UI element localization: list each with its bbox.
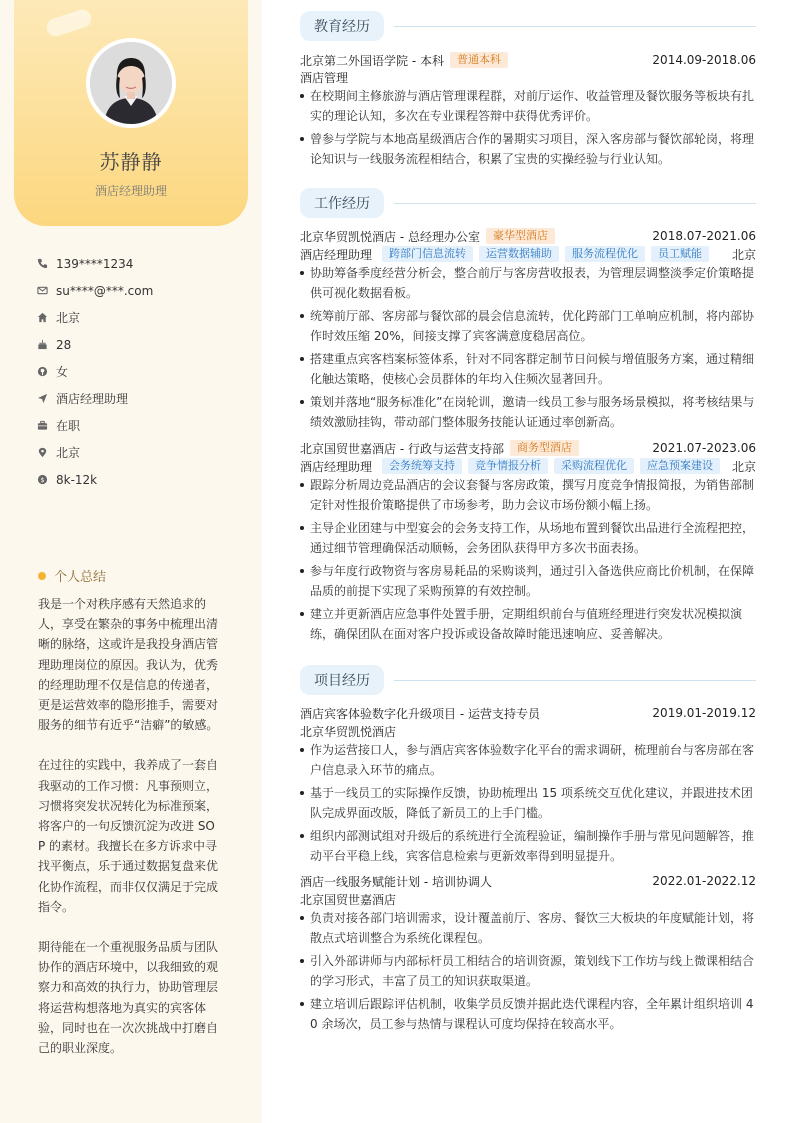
summary-paragraph: 期待能在一个重视服务品质与团队协作的酒店环境中，以我细致的观察力和高效的执行力，协助管理层将运营构想落地为真实的宾客体验，同时也在一次次挑战中打磨自己的职业深度。 <box>38 940 219 1056</box>
list-item: 引入外部讲师与内部标杆员工相结合的培训资源，策划线下工作坊与线上微课相结合的学习形式，丰富了员工的知识获取渠道。 <box>300 951 756 991</box>
job-position-row <box>300 457 756 475</box>
sidebar <box>0 0 262 1123</box>
job-position: 酒店经理助理 <box>300 459 373 474</box>
project-bullets <box>300 908 756 1037</box>
money-icon <box>36 474 48 486</box>
skill-tag: 会务统筹支持 <box>382 458 462 474</box>
section-title: 工作经历 <box>300 188 384 218</box>
decor-shape <box>44 7 93 38</box>
list-item: 基于一线员工的实际操作反馈，协助梳理出 15 项系统交互优化建议，并跟进技术团队完成界面改版，降低了新员工的上手门槛。 <box>300 783 756 823</box>
list-item: 主导企业团建与中型宴会的会务支持工作，从场地布置到餐饮出品进行全流程把控，通过细节管理确保活动顺畅，会务团队获得甲方多次书面表扬。 <box>300 518 756 558</box>
job-date: 2018.07-2021.06 <box>652 229 756 243</box>
contact-email: su****@***.com <box>36 277 246 304</box>
summary-paragraph: 在过往的实践中，我养成了一套自我驱动的工作习惯：凡事预则立，习惯将突发状况转化为标准预案，将客户的一句反馈沉淀为改进 SOP 的素材。我擅长在多方诉求中寻找平衡点，乐于通过数据复盘来优化协作流程，而非仅仅满足于完成指令。 <box>38 758 219 914</box>
hotel-type-tag: 豪华型酒店 <box>486 228 555 244</box>
list-item: 参与年度行政物资与客房易耗品的采购谈判，通过引入备选供应商比价机制，在保障品质的前提下实现了采购预算的有效控制。 <box>300 561 756 601</box>
job-header <box>300 227 756 245</box>
skill-tag: 竞争情报分析 <box>468 458 548 474</box>
project-name: 酒店宾客体验数字化升级项目 - 运营支持专员 <box>300 706 540 721</box>
gender-icon <box>36 366 48 378</box>
contact-gender: 女 <box>36 358 246 385</box>
bullet-dot-icon <box>38 572 46 580</box>
candidate-name: 苏静静 <box>99 150 163 174</box>
job-company: 北京国贸世嘉酒店 - 行政与运营支持部 <box>300 441 504 456</box>
project-org: 北京华贸凯悦酒店 <box>300 724 397 739</box>
job-bullets <box>300 475 756 647</box>
project-date: 2019.01-2019.12 <box>652 706 756 720</box>
job-position-row <box>300 245 756 263</box>
divider <box>394 26 756 27</box>
job-company: 北京华贸凯悦酒店 - 总经理办公室 <box>300 229 480 244</box>
candidate-role: 酒店经理助理 <box>94 184 167 198</box>
list-item: 在校期间主修旅游与酒店管理课程群，对前厅运作、收益管理及餐饮服务等板块有扎实的理论认知，多次在专业课程答辩中获得优秀评价。 <box>300 86 756 126</box>
list-item: 统筹前厅部、客房部与餐饮部的晨会信息流转，优化跨部门工单响应机制，将内部协作时效压缩 20%，间接支撑了宾客满意度稳居高位。 <box>300 306 756 346</box>
list-item: 负责对接各部门培训需求，设计覆盖前厅、客房、餐饮三大板块的年度赋能计划，将散点式培训整合为系统化课程包。 <box>300 908 756 948</box>
contact-age: 28 <box>36 331 246 358</box>
contact-hometown: 北京 <box>36 304 246 331</box>
phone-icon <box>36 258 48 270</box>
list-item: 协助筹备季度经营分析会，整合前厅与客房营收报表，为管理层调整淡季定价策略提供可视化数据看板。 <box>300 263 756 303</box>
education-major: 酒店管理 <box>300 70 349 85</box>
personal-summary <box>38 594 222 1078</box>
skill-tag: 应急预案建设 <box>640 458 720 474</box>
hotel-type-tag: 商务型酒店 <box>510 440 579 456</box>
job-date: 2021.07-2023.06 <box>652 441 756 455</box>
skill-tag: 采购流程优化 <box>554 458 634 474</box>
project-org: 北京国贸世嘉酒店 <box>300 892 397 907</box>
summary-heading: 个人总结 <box>38 566 106 585</box>
list-item: 搭建重点宾客档案标签体系，针对不同客群定制节日问候与增值服务方案，通过精细化触达策略，使核心会员群体的年均入住频次显著回升。 <box>300 349 756 389</box>
section-title: 教育经历 <box>300 11 384 41</box>
cake-icon <box>36 339 48 351</box>
skill-tag: 运营数据辅助 <box>479 246 559 262</box>
home-icon <box>36 312 48 324</box>
project-bullets <box>300 740 756 869</box>
svg-text:$: $ <box>39 475 45 484</box>
list-item: 建立培训后跟踪评估机制，收集学员反馈并据此迭代课程内容，全年累计组织培训 40 余场次，员工参与热情与课程认可度均保持在较高水平。 <box>300 994 756 1034</box>
contact-salary: $ 8k-12k <box>36 466 246 493</box>
education-date: 2014.09-2018.06 <box>652 53 756 67</box>
contact-list <box>36 250 246 493</box>
section-work <box>300 188 756 220</box>
list-item: 作为运营接口人，参与酒店宾客体验数字化平台的需求调研，梳理前台与客房部在客户信息录入环节的痛点。 <box>300 740 756 780</box>
send-icon <box>36 393 48 405</box>
summary-paragraph: 我是一个对秩序感有天然追求的人，享受在繁杂的事务中梳理出清晰的脉络，这或许是我投身酒店管理助理岗位的原因。我认为，优秀的经理助理不仅是信息的传递者，更是运营效率的隐形推手，需要对服务的细节有近乎“洁癖”的敏感。 <box>38 597 219 733</box>
job-bullets <box>300 263 756 435</box>
avatar-photo <box>90 42 172 124</box>
school-name: 北京第二外国语学院 - 本科 <box>300 53 444 68</box>
degree-tag: 普通本科 <box>450 52 508 68</box>
skill-tag: 员工赋能 <box>651 246 709 262</box>
list-item: 建立并更新酒店应急事件处置手册，定期组织前台与值班经理进行突发状况模拟演练，确保团队在面对客户投诉或设备故障时能迅速响应、妥善解决。 <box>300 604 756 644</box>
project-header <box>300 704 756 722</box>
job-city: 北京 <box>731 459 756 474</box>
contact-phone: 139****1234 <box>36 250 246 277</box>
skill-tag: 服务流程优化 <box>565 246 645 262</box>
list-item: 组织内部测试组对升级后的系统进行全流程验证，编制操作手册与常见问题解答，推动平台平稳上线，宾客信息检索与更新效率得到明显提升。 <box>300 826 756 866</box>
education-bullets <box>300 86 756 172</box>
job-position: 酒店经理助理 <box>300 247 373 262</box>
mail-icon <box>36 285 48 297</box>
avatar <box>86 38 176 128</box>
project-header <box>300 872 756 890</box>
list-item: 曾参与学院与本地高星级酒店合作的暑期实习项目，深入客房部与餐饮部轮岗，将理论知识与一线服务流程相结合，积累了宝贵的实操经验与行业认知。 <box>300 129 756 169</box>
divider <box>394 680 756 681</box>
contact-location: 北京 <box>36 439 246 466</box>
section-projects <box>300 665 756 697</box>
divider <box>394 203 756 204</box>
briefcase-icon <box>36 420 48 432</box>
project-name: 酒店一线服务赋能计划 - 培训协调人 <box>300 874 492 889</box>
list-item: 跟踪分析周边竞品酒店的会议套餐与客房政策，撰写月度竞争情报简报，为销售部制定针对性报价策略提供了市场参考，助力会议市场份额小幅上扬。 <box>300 475 756 515</box>
education-header <box>300 51 756 69</box>
section-education <box>300 11 756 43</box>
location-icon <box>36 447 48 459</box>
contact-target-role: 酒店经理助理 <box>36 385 246 412</box>
job-city: 北京 <box>731 247 756 262</box>
list-item: 策划并落地“服务标准化”在岗轮训，邀请一线员工参与服务场景模拟，将考核结果与绩效激励挂钩，带动部门整体服务技能认证通过率创新高。 <box>300 392 756 432</box>
contact-status: 在职 <box>36 412 246 439</box>
section-title: 项目经历 <box>300 665 384 695</box>
job-header <box>300 439 756 457</box>
project-date: 2022.01-2022.12 <box>652 874 756 888</box>
skill-tag: 跨部门信息流转 <box>382 246 473 262</box>
